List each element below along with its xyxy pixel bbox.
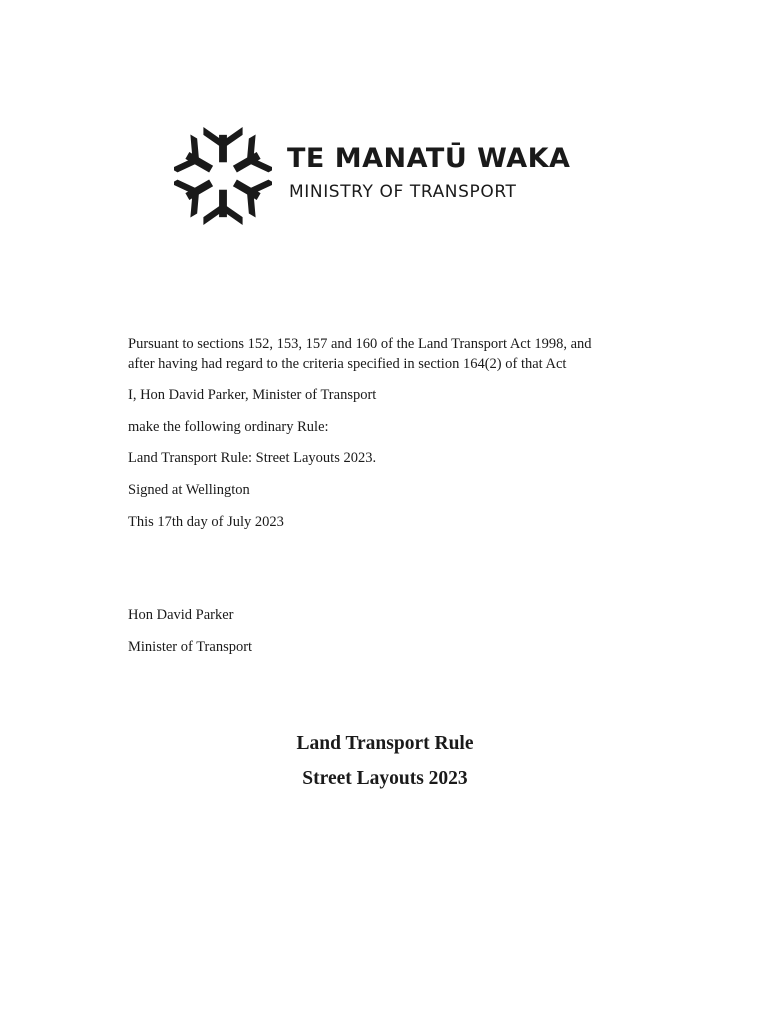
preamble-line-1: Pursuant to sections 152, 153, 157 and 160 of the Land Transport Act 1998, and: [128, 336, 592, 352]
logo-subtitle: MINISTRY OF TRANSPORT: [289, 182, 517, 202]
signatory-name: Hon David Parker: [128, 607, 234, 623]
signed-place-line: Signed at Wellington: [128, 482, 250, 498]
logo-name: TE MANATŪ WAKA: [287, 143, 571, 174]
star-knot-icon: [174, 126, 272, 226]
ministry-logo: [174, 126, 604, 230]
signatory-role: Minister of Transport: [128, 639, 253, 655]
document-title: Land Transport Rule: [296, 733, 474, 754]
signed-date-line: This 17th day of July 2023: [128, 514, 284, 530]
preamble-line-2: after having had regard to the criteria specified in section 164(2) of that Act: [128, 356, 567, 372]
rule-name-line: Land Transport Rule: Street Layouts 2023.: [128, 450, 377, 466]
document-subtitle: Street Layouts 2023: [302, 768, 468, 789]
minister-line: I, Hon David Parker, Minister of Transport: [128, 387, 377, 403]
make-rule-line: make the following ordinary Rule:: [128, 419, 329, 435]
